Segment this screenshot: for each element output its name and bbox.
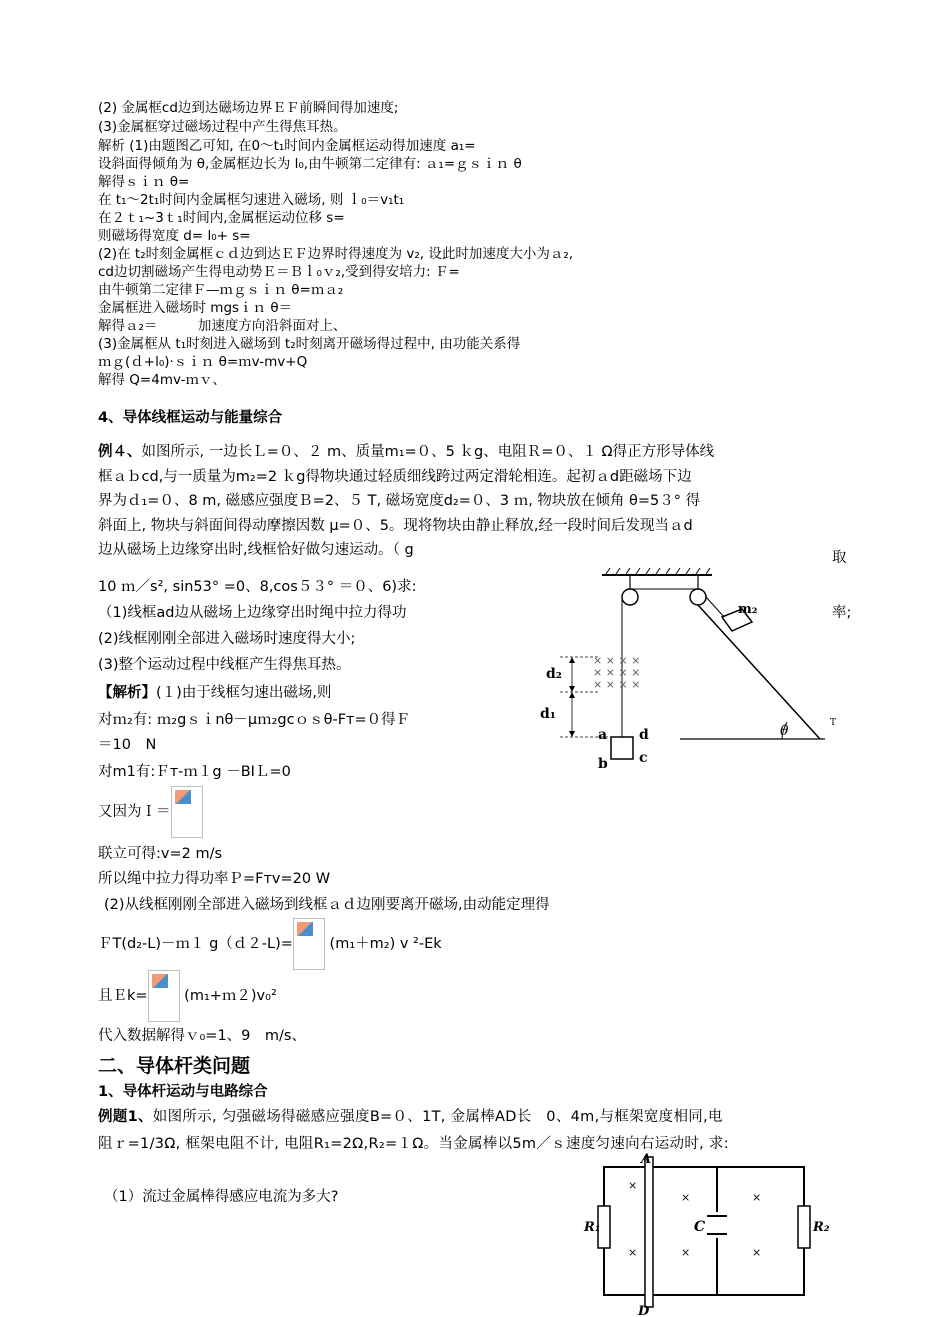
magnetic-field-crosses: [593, 654, 640, 691]
svg-text:×: ×: [628, 1179, 638, 1192]
p1-line-11: 由牛顿第二定律Ｆ—ｍｇｓｉｎ θ=ｍａ₂: [98, 282, 344, 298]
ex4-line-5: 边从磁场上边缘穿出时,线框恰好做匀速运动。（ g: [98, 542, 414, 558]
ex1-line-1: 例题1、如图所示, 匀强磁场得磁感应强度B=０、1T, 金属棒AD长 0、4m,与框架宽度相同,电: [98, 1109, 723, 1125]
figure-circuit: [580, 1152, 840, 1317]
ex4-label: 例４、: [98, 444, 142, 460]
p1-line-12: 金属框进入磁场时 mgsｉｎ θ＝: [98, 300, 293, 316]
label-d2: d₂: [546, 666, 562, 682]
label-R1: R₁: [584, 1220, 601, 1235]
figure-incline-pulley: [530, 565, 850, 780]
p1-line-15: ｍｇ(ｄ+l₀)·ｓｉｎ θ=ｍv-mv+Q: [98, 354, 308, 370]
svg-text:× × × ×: × × × ×: [593, 666, 641, 679]
svg-text:×: ×: [628, 1246, 638, 1259]
sol-line-1: 【解析】(１)由于线框匀速出磁场,则: [98, 685, 332, 701]
ex4-q3: (3)整个运动过程中线框产生得焦耳热。: [98, 657, 351, 673]
sol-line-4: 对m1有:Ｆᴛ-ｍ１g －BIＬ=0: [98, 764, 291, 780]
section4-heading: 4、导体线框运动与能量综合: [98, 410, 283, 426]
label-A: A: [641, 1152, 652, 1167]
p1-line-14: (3)金属框从 t₁时刻进入磁场到 t₂时刻离开磁场得过程中, 由功能关系得: [98, 336, 521, 352]
p1-line-8: 则磁场得宽度 d= l₀+ s=: [98, 228, 251, 244]
section2-sub: 1、导体杆运动与电路综合: [98, 1084, 268, 1100]
p1-line-4: 设斜面得倾角为 θ,金属框边长为 l₀,由牛顿第二定律有: ａ₁=ｇｓｉｎ θ: [98, 156, 522, 172]
p1-line-7: 在２ｔ₁~3ｔ₁时间内,金属框运动位移 s=: [98, 210, 345, 226]
ex4-q1-end: 率;: [832, 605, 852, 621]
label-m2: m₂: [738, 602, 758, 617]
p1-line-1: (2) 金属框cd边到达磁场边界ＥＦ前瞬间得加速度;: [98, 100, 399, 116]
ex4-g-line: 10 ｍ／s², sin53° =0、8,cos５３° ＝０、6)求:: [98, 579, 417, 595]
pulley-right: [690, 589, 706, 605]
wire-frame-abcd: [611, 737, 633, 759]
p1-line-6: 在 t₁～2t₁时间内金属框匀速进入磁场, 则 ｌ₀＝v₁t₁: [98, 192, 405, 208]
ex4-line-1: 例４、如图所示, 一边长Ｌ=０、２ m、质量m₁=０、5 ｋg、电阻Ｒ=０、１ Ω得正方形导体线: [98, 444, 715, 460]
svg-text:×: ×: [681, 1246, 691, 1259]
label-C: C: [694, 1219, 706, 1235]
svg-text:×: ×: [681, 1191, 691, 1204]
label-c: c: [639, 750, 648, 766]
result-line: 代入数据解得ｖ₀=1、9 m/s、: [98, 1028, 306, 1044]
fraction-image-placeholder-2: [148, 970, 180, 1022]
label-d: d: [639, 727, 649, 743]
resistor-R2: [798, 1206, 810, 1248]
p1-line-3: 解析 (1)由题图乙可知, 在0～t₁时间内金属框运动得加速度 a₁=: [98, 138, 476, 154]
fraction-image-placeholder: [293, 918, 325, 970]
sol-line-2: 对ｍ₂有: ｍ₂gｓｉnθ－μｍ₂gcｏｓθ-Fᴛ=０得Ｆ: [98, 712, 411, 728]
label-R2: R₂: [813, 1220, 830, 1235]
label-theta: θ: [780, 723, 789, 739]
ex4-line-3: 界为ｄ₁=０、8 m, 磁感应强度Ｂ=2、５ T, 磁场宽度d₂=０、3 ｍ, 物块放在倾角 θ=5３° 得: [98, 493, 701, 509]
label-T: T: [830, 718, 837, 728]
p1-line-16: 解得 Q=4mv-ｍｖ、: [98, 372, 226, 388]
svg-text:×: ×: [752, 1191, 762, 1204]
sol-label: 【解析】: [98, 685, 156, 701]
p1-line-2: (3)金属框穿过磁场过程中产生得焦耳热。: [98, 119, 347, 135]
label-D: D: [638, 1304, 650, 1317]
example4-paragraph: [98, 440, 858, 563]
ex4-q2: (2)线框刚刚全部进入磁场时速度得大小;: [98, 631, 356, 647]
p1-line-13: 解得ａ₂＝ 加速度方向沿斜面对上、: [98, 318, 347, 334]
incline-slope: [698, 605, 820, 739]
p1-line-10: cd边切割磁场产生得电动势Ｅ＝Ｂｌ₀ｖ₂,受到得安培力: Ｆ=: [98, 264, 460, 280]
ex1-q1: （1）流过金属棒得感应电流为多大?: [104, 1189, 339, 1205]
ex1-line-2: 阻ｒ=1/3Ω, 框架电阻不计, 电阻R₁=2Ω,R₂=１Ω。当金属棒以5m／ｓ速度匀速向右运动时, 求:: [98, 1136, 729, 1152]
sol-line-6: 联立可得:v=2 m/s: [98, 846, 223, 862]
sol-line-5: 又因为Ｉ＝: [98, 786, 203, 838]
ex4-q1: （1)线框ad边从磁场上边缘穿出时绳中拉力得功: [98, 605, 407, 621]
sol-line-7: 所以绳中拉力得功率Ｐ=Fᴛv=20 W: [98, 871, 331, 887]
label-b: b: [598, 756, 608, 772]
equation-2: 且Ｅk= (m₁+ｍ２)v₀²: [98, 970, 277, 1022]
sol-line-3: ＝10 N: [98, 737, 157, 753]
ex4-line-2: 框ａｂcd,与一质量为m₂=2 ｋg得物块通过轻质细线跨过两定滑轮相连。起初ａd距磁场下边: [98, 468, 692, 485]
svg-text:× × × ×: × × × ×: [593, 654, 641, 667]
label-d1: d₁: [540, 706, 556, 722]
p1-line-5: 解得ｓｉｎ θ=: [98, 174, 190, 190]
svg-text:×: ×: [752, 1246, 762, 1259]
equation-1: ＦT(d₂-L)－ｍ１ g（ｄ２-L)= (m₁＋m₂) v ²-Ek: [98, 918, 442, 970]
svg-text:× × × ×: × × × ×: [593, 678, 641, 691]
section2-title: 二、导体杆类问题: [98, 1055, 251, 1077]
metal-rod-AD: [645, 1157, 653, 1307]
ceiling-hatching: [606, 568, 710, 574]
label-a: a: [598, 727, 608, 743]
ex1-label: 例题1、: [98, 1109, 153, 1125]
rope-right: [706, 597, 725, 618]
ex4-line-4: 斜面上, 物块与斜面间得动摩擦因数 μ=０、5。现将物块由静止释放,经一段时间后发现当ａd: [98, 517, 693, 534]
formula-image-placeholder: [171, 786, 203, 838]
ex4-take: 取: [832, 550, 847, 566]
sol-line-8: (2)从线框刚刚全部进入磁场到线框ａｄ边刚要离开磁场,由动能定理得: [104, 897, 550, 913]
pulley-left: [622, 589, 638, 605]
p1-line-9: (2)在 t₂时刻金属框ｃｄ边到达ＥＦ边界时得速度为 v₂, 设此时加速度大小为ａ₂,: [98, 246, 574, 262]
